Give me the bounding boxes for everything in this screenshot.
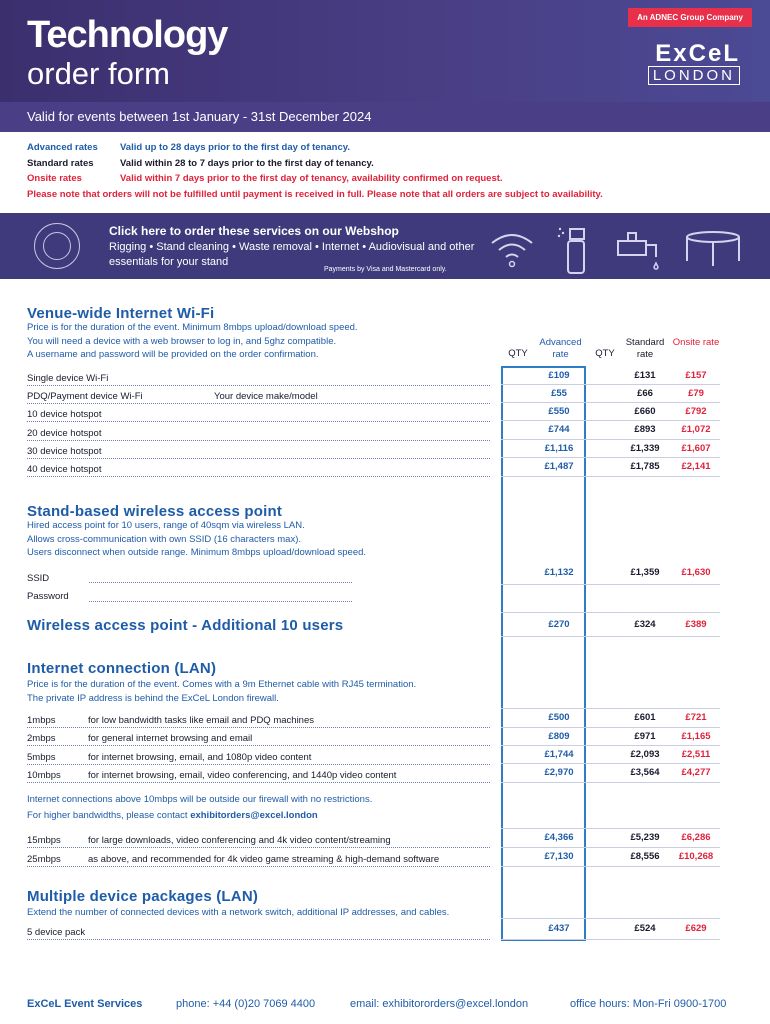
stand-rig-icon [684,229,742,269]
wifi-item-20: 20 device hotspot [27,427,490,441]
footer-email[interactable]: email: exhibitororders@excel.london [350,998,529,1010]
price-adv: £109 [548,370,570,381]
price-std: £66 [637,388,653,399]
price-ons: £10,268 [678,851,714,862]
price-std: £131 [634,370,656,381]
lan-note-firewall: Internet connections above 10mbps will be outside our firewall with no restrictions. [27,794,373,805]
price-ons: £792 [685,406,707,417]
wifi-description: Price is for the duration of the event. Minimum 8mbps upload/download speed. You will need a device with a web browser to log in, and 5ghz compatible. A username and password will be provided on the order confirmation. [27,322,358,360]
wifi-item-single: Single device Wi-Fi [27,372,490,386]
lan-item-5mbps: 5mbps for internet browsing, email, and 1080p video content [27,751,490,765]
ssid-label: SSID [27,573,50,584]
lan-item-15mbps: 15mbps for large downloads, video conferencing and 4k video content/streaming [27,834,490,848]
wifi-icon [488,229,536,269]
wifi-section-title: Venue-wide Internet Wi-Fi [27,305,215,322]
price-std: £893 [634,424,656,435]
col-qty-standard: QTY [595,348,615,359]
price-ons: £1,630 [681,567,711,578]
price-ons: £721 [685,712,707,723]
extra-wap-title: Wireless access point - Additional 10 users [27,617,344,634]
password-label: Password [27,591,69,602]
packages-title: Multiple device packages (LAN) [27,888,259,905]
rate-onsite: Onsite rates Valid within 7 days prior to the first day of tenancy, availability confirmed on request. [27,173,503,184]
wifi-item-10: 10 device hotspot [27,408,490,422]
col-onsite-rate: Onsite rate [672,337,720,348]
price-ons: £629 [685,923,707,934]
london-logo: LONDON [648,66,740,85]
price-std: £5,239 [630,832,660,843]
price-adv: £744 [548,424,570,435]
price-ons: £6,286 [681,832,711,843]
price-adv: £500 [548,712,570,723]
group-badge: An ADNEC Group Company [628,8,752,27]
price-adv: £270 [548,619,570,630]
validity-bar [0,102,770,132]
price-adv: £7,130 [544,851,574,862]
stand-wap-title: Stand-based wireless access point [27,503,283,520]
payment-methods: Payments by Visa and Mastercard only. [324,266,447,273]
stand-wap-description: Hired access point for 10 users, range of 40sqm via wireless LAN. Allows cross-communication with own SSID (16 characters max). Users disconnect when outside range. Minimum 8mbps upload/download speed. [27,520,367,558]
price-adv: £1,744 [544,749,574,760]
footer-org: ExCeL Event Services [27,998,143,1010]
price-adv: £4,366 [544,832,574,843]
tap-icon [614,227,664,271]
price-adv: £550 [548,406,570,417]
price-adv: £437 [548,923,570,934]
price-std: £971 [634,731,656,742]
footer-hours: office hours: Mon-Fri 0900-1700 [570,998,727,1010]
package-item-5: 5 device pack [27,926,490,940]
wifi-item-40: 40 device hotspot [27,463,490,477]
price-adv: £1,132 [544,567,574,578]
password-field[interactable] [89,601,352,602]
price-ons: £79 [688,388,704,399]
excel-logo: ExCeL [655,40,740,67]
price-adv: £1,116 [544,443,574,454]
contact-email-link[interactable]: exhibitorders@excel.london [190,810,318,821]
touch-icon [34,223,80,269]
rate-standard: Standard rates Valid within 28 to 7 days prior to the first day of tenancy. [27,157,374,169]
footer-phone[interactable]: phone: +44 (0)20 7069 4400 [176,998,316,1010]
page-title: Technology [27,14,228,56]
price-std: £3,564 [630,767,660,778]
price-ons: £157 [685,370,707,381]
price-std: £324 [634,619,656,630]
price-std: £1,339 [630,443,660,454]
rates-legend [27,142,747,204]
lan-description: Price is for the duration of the event. Comes with a 9m Ethernet cable with RJ45 termination. The private IP address is behind the ExCeL London firewall. [27,679,417,704]
lan-item-10mbps: 10mbps for internet browsing, email, video conferencing, and 1440p video content [27,769,490,783]
price-ons: £2,511 [681,749,711,760]
lan-item-1mbps: 1mbps for low bandwidth tasks like email and PDQ machines [27,714,490,728]
spray-bottle-icon [556,223,596,275]
payment-note: Please note that orders will not be fulfilled until payment is received in full. Please note that all orders are subject to availability. [27,188,603,200]
lan-section-title: Internet connection (LAN) [27,660,217,677]
wifi-item-30: 30 device hotspot [27,445,490,459]
page-subtitle: order form [27,56,170,91]
price-adv: £1,487 [544,461,574,472]
webshop-link[interactable]: Click here to order these services on our Webshop [109,224,399,238]
price-std: £1,359 [630,567,660,578]
col-advanced-rate: Advanced rate [539,337,582,360]
price-ons: £1,072 [681,424,711,435]
price-ons: £4,277 [681,767,711,778]
price-std: £1,785 [630,461,660,472]
webshop-banner[interactable] [0,213,770,279]
lan-item-2mbps: 2mbps for general internet browsing and email [27,732,490,746]
price-ons: £1,607 [681,443,711,454]
header [0,0,770,102]
lan-note-contact: For higher bandwidths, please contact exhibitorders@excel.london [27,810,318,821]
price-std: £8,556 [630,851,660,862]
price-std: £601 [634,712,656,723]
wifi-item-pdq: PDQ/Payment device Wi-Fi Your device make/model [27,390,490,404]
packages-description: Extend the number of connected devices with a network switch, additional IP addresses, and cables. [27,907,450,918]
price-std: £2,093 [630,749,660,760]
col-standard-rate: Standard rate [625,337,665,360]
webshop-services: Rigging • Stand cleaning • Waste removal • Internet • Audiovisual and other essentials for your stand [109,241,475,268]
price-adv: £809 [548,731,570,742]
device-model-field[interactable]: Your device make/model [214,391,318,402]
price-ons: £2,141 [681,461,711,472]
price-adv: £55 [551,388,567,399]
price-ons: £1,165 [681,731,711,742]
price-adv: £2,970 [544,767,574,778]
price-std: £660 [634,406,656,417]
lan-item-25mbps: 25mbps as above, and recommended for 4k video game streaming & high-demand software [27,853,490,867]
price-std: £524 [634,923,656,934]
col-qty-advanced: QTY [508,348,528,359]
ssid-field[interactable] [89,582,352,583]
rate-advanced: Advanced rates Valid up to 28 days prior to the first day of tenancy. [27,142,350,153]
validity-text: Valid for events between 1st January - 31st December 2024 [27,109,372,124]
price-ons: £389 [685,619,707,630]
